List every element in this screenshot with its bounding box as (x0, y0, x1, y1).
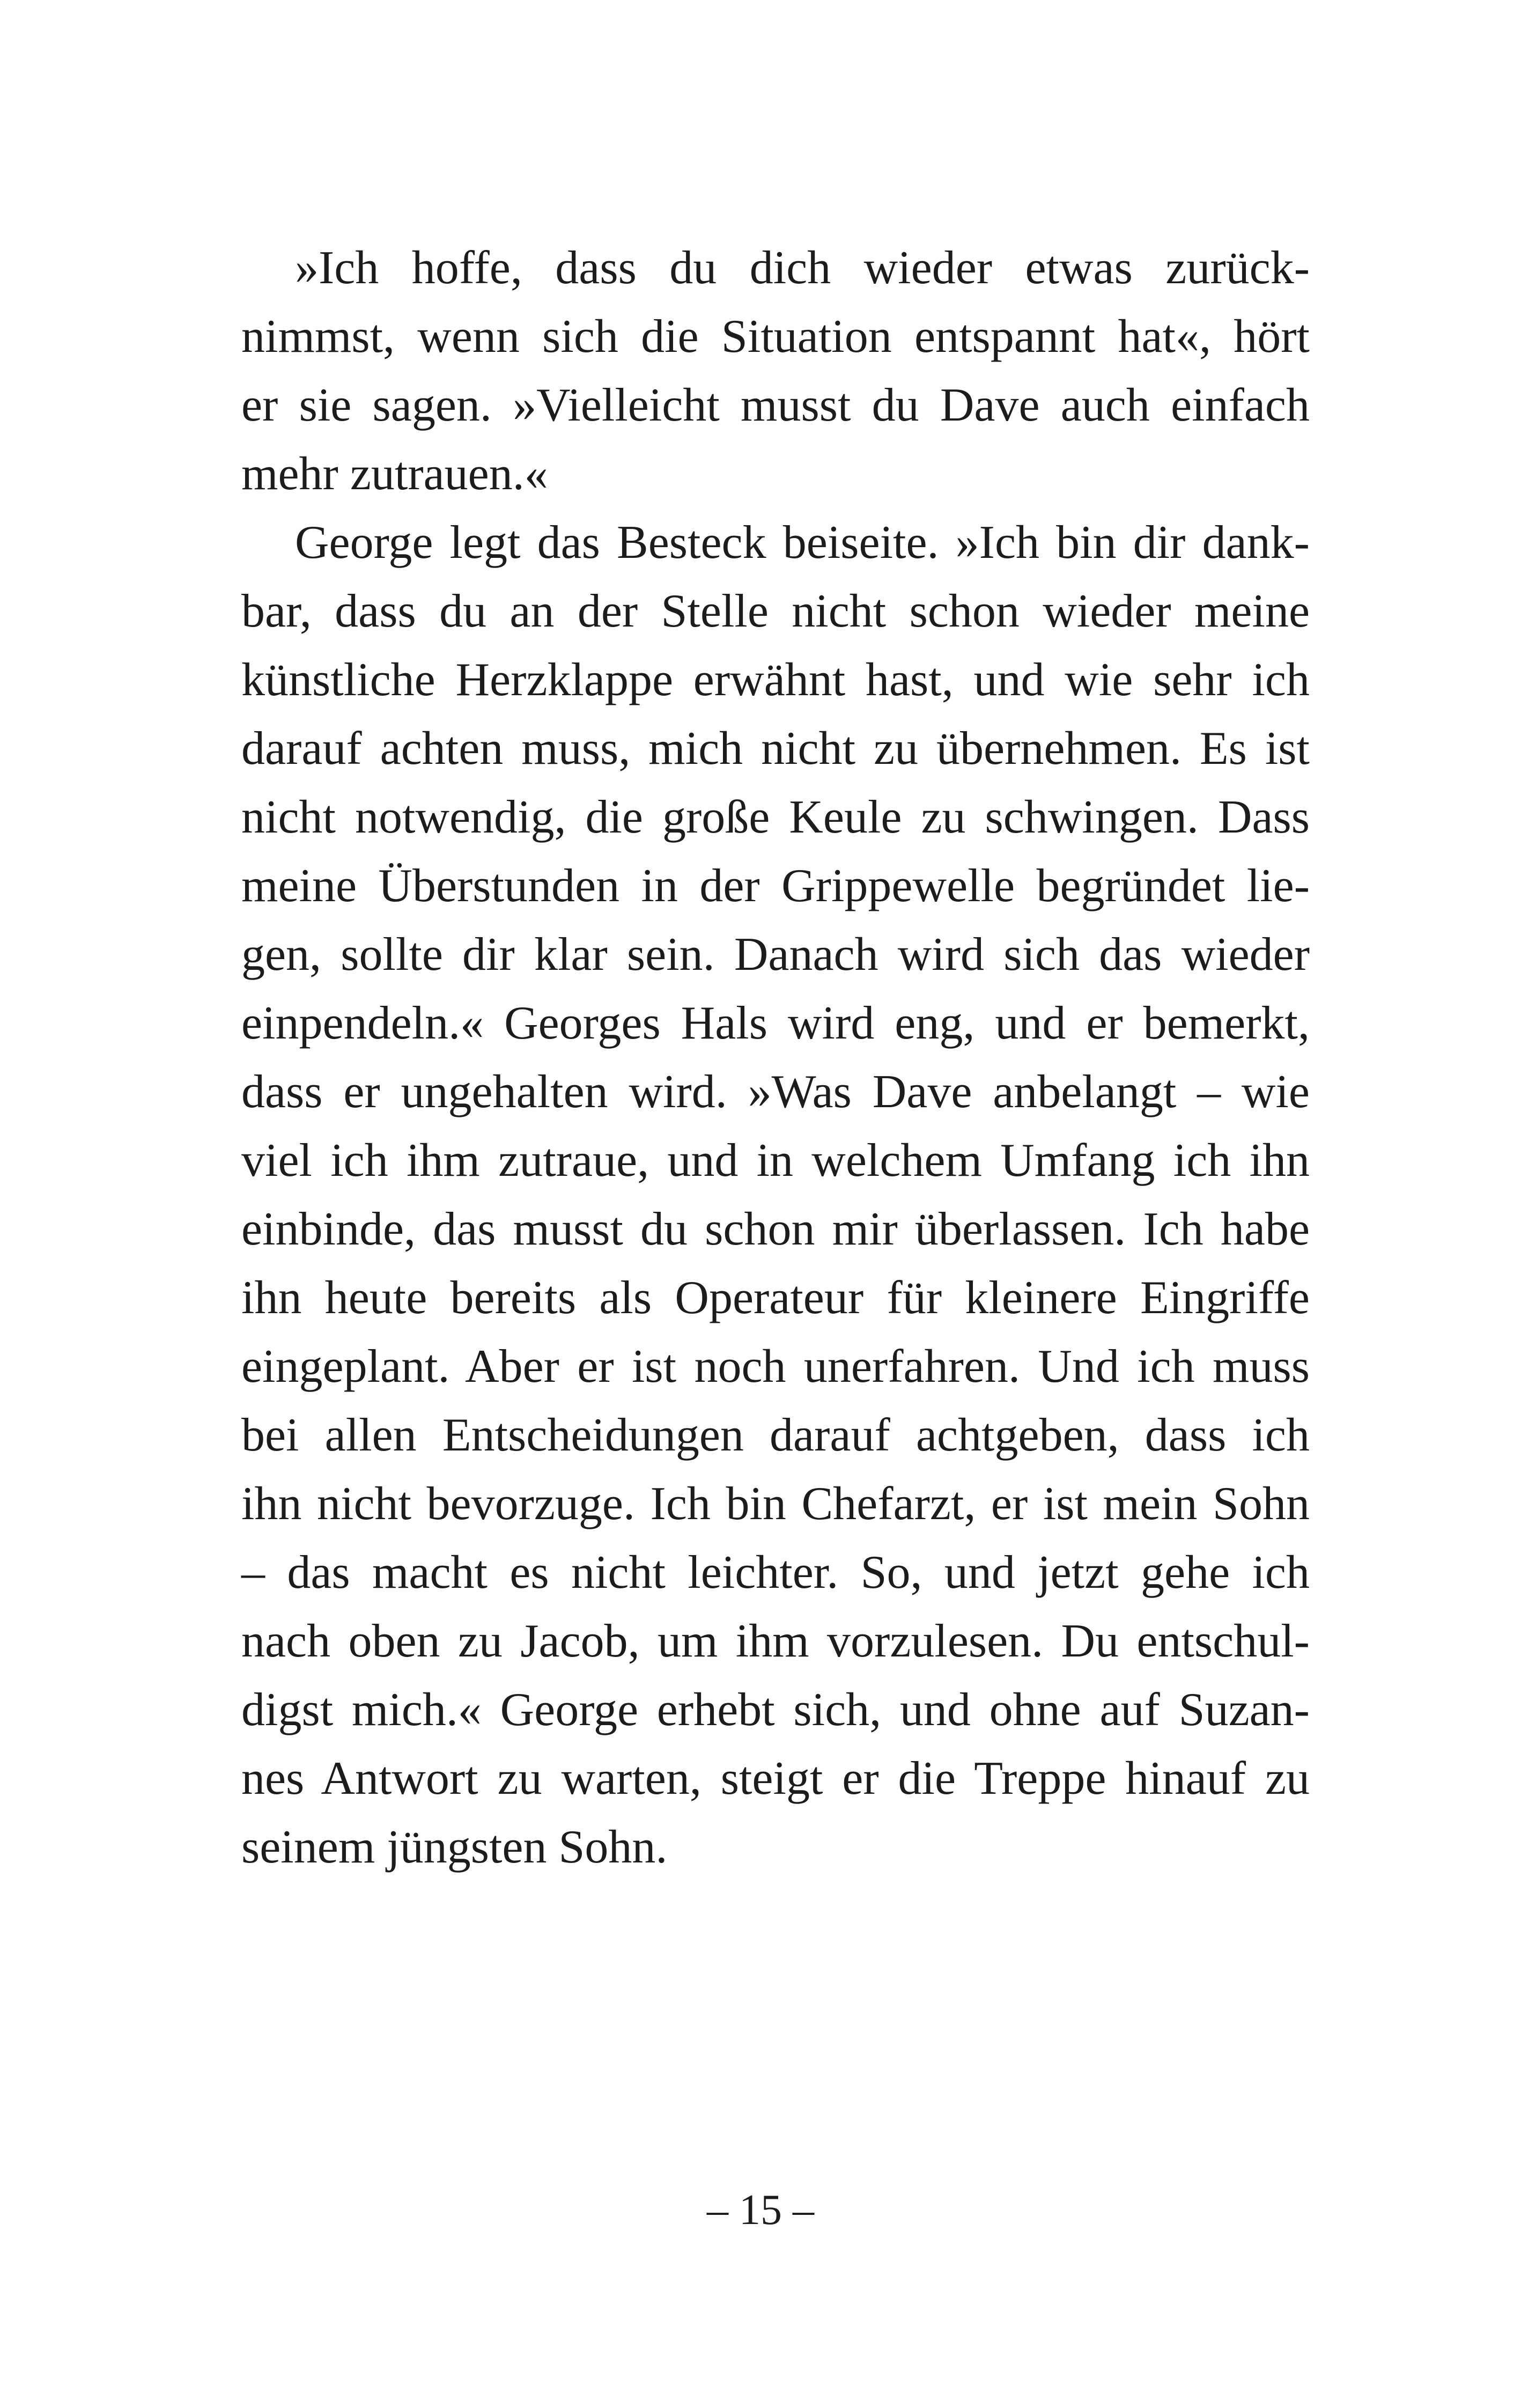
text-line: bei allen Entscheidungen darauf achtgeben, dass ich (241, 1409, 1310, 1461)
body-text (241, 234, 1310, 1882)
paragraph-1 (241, 234, 1310, 509)
text-line: nes Antwort zu warten, steigt er die Treppe hinauf zu (241, 1752, 1310, 1805)
text-line: einbinde, das musst du schon mir überlassen. Ich habe (241, 1203, 1310, 1255)
text-line: nicht notwendig, die große Keule zu schwingen. Dass (241, 791, 1310, 843)
text-line: er sie sagen. »Vielleicht musst du Dave auch einfach (241, 379, 1310, 431)
text-line: »Ich hoffe, dass du dich wieder etwas zurück- (295, 242, 1310, 294)
text-line: – das macht es nicht leichter. So, und jetzt gehe ich (241, 1547, 1310, 1599)
text-line: ihn nicht bevorzuge. Ich bin Chefarzt, er ist mein Sohn (241, 1478, 1310, 1530)
text-line: eingeplant. Aber er ist noch unerfahren. Und ich muss (241, 1341, 1310, 1393)
text-line: darauf achten muss, mich nicht zu übernehmen. Es ist (241, 723, 1310, 775)
page-number: – 15 – (707, 2186, 814, 2234)
text-line: ihn heute bereits als Operateur für kleinere Eingriffe (241, 1272, 1310, 1324)
text-line: künstliche Herzklappe erwähnt hast, und wie sehr ich (241, 654, 1310, 706)
text-line: einpendeln.« Georges Hals wird eng, und er bemerkt, (241, 997, 1310, 1049)
text-line: seinem jüngsten Sohn. (241, 1821, 668, 1873)
text-line: meine Überstunden in der Grippewelle begründet lie- (241, 860, 1310, 912)
text-line: nach oben zu Jacob, um ihm vorzulesen. Du entschul- (241, 1615, 1310, 1667)
text-line: gen, sollte dir klar sein. Danach wird sich das wieder (241, 929, 1310, 981)
text-line: nimmst, wenn sich die Situation entspannt hat«, hört (241, 311, 1310, 363)
text-line: digst mich.« George erhebt sich, und ohne auf Suzan- (241, 1684, 1310, 1736)
paragraph-2 (241, 509, 1310, 1882)
text-line: viel ich ihm zutraue, und in welchem Umfang ich ihn (241, 1135, 1310, 1187)
text-line: bar, dass du an der Stelle nicht schon wieder meine (241, 585, 1310, 637)
text-line: mehr zutrauen.« (241, 448, 548, 500)
text-line: George legt das Besteck beiseite. »Ich bin dir dank- (295, 517, 1310, 569)
text-line: dass er ungehalten wird. »Was Dave anbelangt – wie (241, 1066, 1310, 1118)
